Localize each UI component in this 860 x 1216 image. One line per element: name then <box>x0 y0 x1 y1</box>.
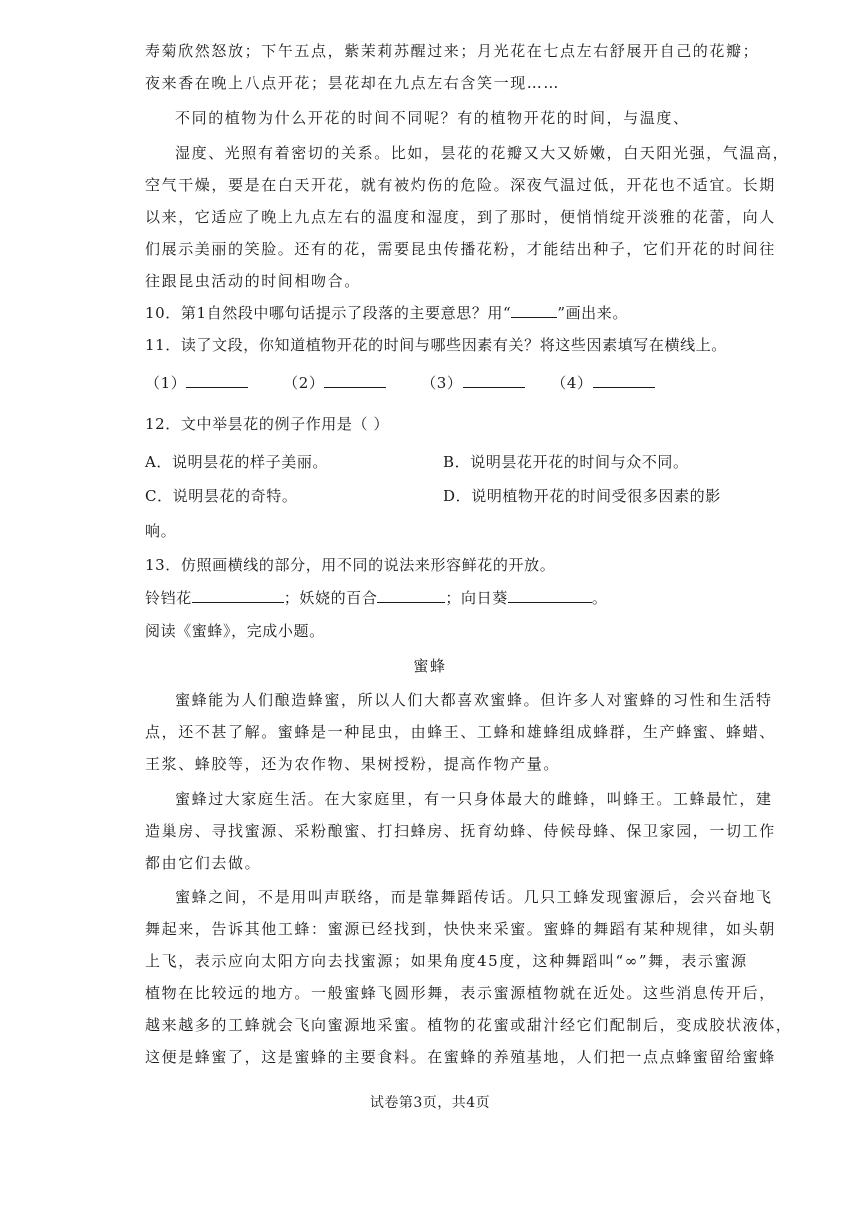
passage2-line: 上飞，表示应向太阳方向去找蜜源；如果角度45度，这种舞蹈叫“∞”舞，表示蜜源 <box>145 952 748 970</box>
passage2-line: 王浆、蜂胶等，还为农作物、果树授粉，提高作物产量。 <box>145 755 561 773</box>
question-13-fill <box>145 588 607 608</box>
blank-label: （2） <box>283 374 325 392</box>
fill-end: 。 <box>591 589 608 607</box>
passage2-line: 蜜蜂过大家庭生活。在大家庭里，有一只身体最大的雌蜂，叫蜂王。工蜂最忙，建 <box>175 790 773 808</box>
blank-label: （1） <box>145 374 187 392</box>
passage2-line: 都由它们去做。 <box>145 854 262 872</box>
fill-text: ；妖娆的百合 <box>283 589 378 607</box>
blank-label: （4） <box>551 374 593 392</box>
question-12: 12．文中举昙花的例子作用是（ ） <box>145 415 390 433</box>
answer-blank[interactable] <box>593 373 655 388</box>
passage2-line: 植物在比较远的地方。一般蜜蜂飞圆形舞，表示蜜源植物就在近处。这些消息传开后， <box>145 984 776 1002</box>
passage1-line: 以来，它适应了晚上九点左右的温度和湿度，到了那时，便悄悄绽开淡雅的花蕾，向人 <box>145 208 776 226</box>
reading-instruction: 阅读《蜜蜂》，完成小题。 <box>145 622 325 640</box>
passage2-line: 越来越多的工蜂就会飞向蜜源地采蜜。植物的花蜜或甜汁经它们配制后，变成胶状液体， <box>145 1016 793 1034</box>
passage1-line: 往跟昆虫活动的时间相吻合。 <box>145 272 361 290</box>
passage1-line: 湿度、光照有着密切的关系。比如，昙花的花瓣又大又娇嫩，白天阳光强，气温高， <box>175 144 790 162</box>
question-11: 11．读了文段，你知道植物开花的时间与哪些因素有关？将这些因素填写在横线上。 <box>145 336 727 354</box>
passage1-line: 不同的植物为什么开花的时间不同呢？有的植物开花的时间，与温度、 <box>175 109 690 127</box>
question-10 <box>145 303 628 323</box>
answer-blank[interactable] <box>192 588 284 603</box>
passage1-line: 们展示美丽的笑脸。还有的花，需要昆虫传播花粉，才能结出种子，它们开花的时间往 <box>145 240 776 258</box>
blank-label: （3） <box>421 374 463 392</box>
option-c[interactable]: C．说明昙花的奇特。 <box>145 487 298 505</box>
passage1-line: 空气干燥，要是在白天开花，就有被灼伤的危险。深夜气温过低，开花也不适宜。长期 <box>145 176 776 194</box>
passage2-line: 蜜蜂之间，不是用叫声联络，而是靠舞蹈传话。几只工蜂发现蜜源后，会兴奋地飞 <box>175 888 773 906</box>
page-footer: 试卷第3页，共4页 <box>369 1095 491 1111</box>
answer-blank[interactable] <box>377 588 445 603</box>
question-11-blanks <box>145 373 655 393</box>
answer-blank[interactable] <box>508 588 592 603</box>
answer-blank[interactable] <box>324 373 386 388</box>
option-d-continued: 响。 <box>145 522 177 540</box>
passage2-line: 蜜蜂能为人们酿造蜂蜜，所以人们大都喜欢蜜蜂。但许多人对蜜蜂的习性和生活特 <box>175 691 773 709</box>
answer-blank[interactable] <box>186 373 248 388</box>
option-b[interactable]: B．说明昙花开花的时间与众不同。 <box>443 453 689 471</box>
passage2-line: 这便是蜂蜜了，这是蜜蜂的主要食料。在蜜蜂的养殖基地，人们把一点点蜂蜜留给蜜蜂 <box>145 1048 776 1066</box>
passage2-line: 造巢房、寻找蜜源、采粉酿蜜、打扫蜂房、抚育幼蜂、侍候母蜂、保卫家园，一切工作 <box>145 822 776 840</box>
answer-blank[interactable] <box>511 303 557 318</box>
passage2-line: 舞起来，告诉其他工蜂：蜜源已经找到，快快来采蜜。蜜蜂的舞蹈有某种规律，如头朝 <box>145 920 776 938</box>
passage2-title: 蜜蜂 <box>413 657 447 675</box>
fill-text: ；向日葵 <box>445 589 508 607</box>
passage1-line: 夜来香在晚上八点开花；昙花却在九点左右含笑一现…… <box>145 74 561 92</box>
question-10-text-end: ”画出来。 <box>557 304 628 322</box>
answer-blank[interactable] <box>463 373 525 388</box>
question-13: 13．仿照画横线的部分，用不同的说法来形容鲜花的开放。 <box>145 556 556 574</box>
passage1-line: 寿菊欣然怒放；下午五点，紫茉莉苏醒过来；月光花在七点左右舒展开自己的花瓣； <box>145 42 760 60</box>
option-a[interactable]: A．说明昙花的样子美丽。 <box>145 453 329 471</box>
option-d[interactable]: D．说明植物开花的时间受很多因素的影 <box>443 487 721 505</box>
question-10-text: 10．第1自然段中哪句话提示了段落的主要意思？用“ <box>145 304 512 322</box>
passage2-line: 点，还不甚了解。蜜蜂是一种昆虫，由蜂王、工蜂和雄蜂组成蜂群，生产蜂蜜、蜂蜡、 <box>145 723 776 741</box>
fill-prefix: 铃铛花 <box>145 589 192 607</box>
